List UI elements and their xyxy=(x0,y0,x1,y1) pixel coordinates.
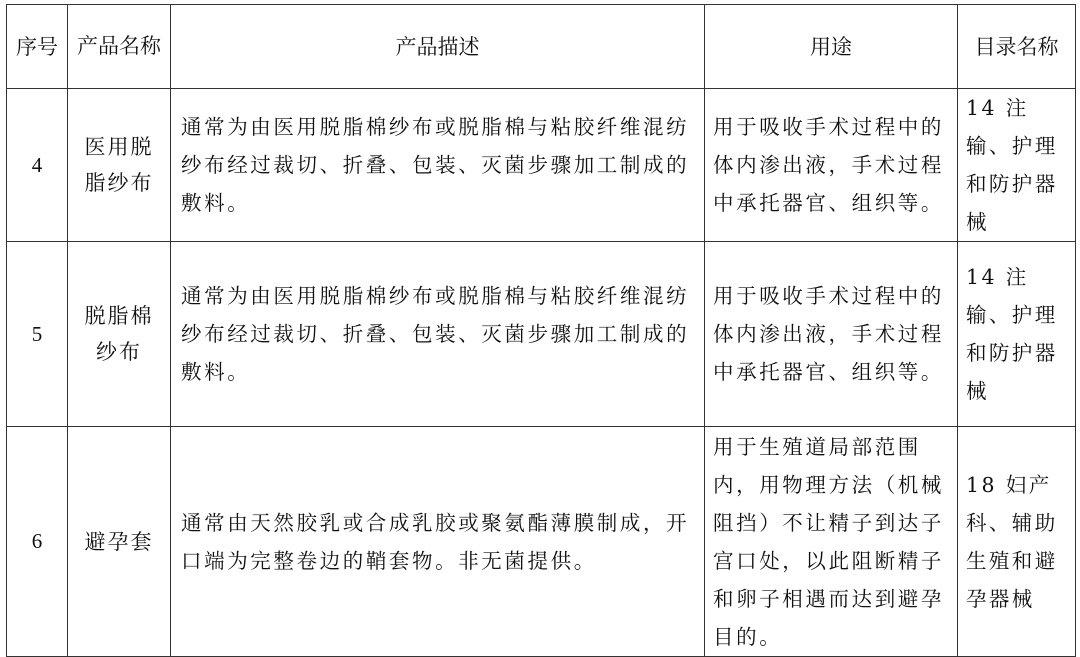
row-description: 通常由天然胶乳或合成乳胶或聚氨酯薄膜制成，开口端为完整卷边的鞘套物。非无菌提供。 xyxy=(171,427,705,657)
table-row xyxy=(7,89,1076,242)
row-catalog: 14 注输、护理和防护器械 xyxy=(958,89,1076,242)
row-name: 脱脂棉纱布 xyxy=(68,242,171,427)
row-usage: 用于吸收手术过程中的体内渗出液，手术过程中承托器官、组织等。 xyxy=(705,242,958,427)
row-usage: 用于生殖道局部范围内，用物理方法（机械阻挡）不让精子到达子宫口处，以此阻断精子和卵子相遇而达到避孕目的。 xyxy=(705,427,958,657)
table-row xyxy=(7,427,1076,657)
row-name: 医用脱脂纱布 xyxy=(68,89,171,242)
header-name: 产品名称 xyxy=(68,5,171,89)
row-usage: 用于吸收手术过程中的体内渗出液，手术过程中承托器官、组织等。 xyxy=(705,89,958,242)
row-no: 4 xyxy=(7,89,68,242)
row-name: 避孕套 xyxy=(68,427,171,657)
row-description: 通常为由医用脱脂棉纱布或脱脂棉与粘胶纤维混纺纱布经过裁切、折叠、包装、灭菌步骤加工制成的敷料。 xyxy=(171,242,705,427)
header-usage: 用途 xyxy=(705,5,958,89)
row-description: 通常为由医用脱脂棉纱布或脱脂棉与粘胶纤维混纺纱布经过裁切、折叠、包装、灭菌步骤加工制成的敷料。 xyxy=(171,89,705,242)
header-catalog: 目录名称 xyxy=(958,5,1076,89)
table-row xyxy=(7,242,1076,427)
row-catalog: 18 妇产科、辅助生殖和避孕器械 xyxy=(958,427,1076,657)
header-description: 产品描述 xyxy=(171,5,705,89)
header-no: 序号 xyxy=(7,5,68,89)
table-header-row xyxy=(7,5,1076,89)
row-no: 5 xyxy=(7,242,68,427)
row-catalog: 14 注输、护理和防护器械 xyxy=(958,242,1076,427)
row-no: 6 xyxy=(7,427,68,657)
product-table xyxy=(6,4,1076,657)
